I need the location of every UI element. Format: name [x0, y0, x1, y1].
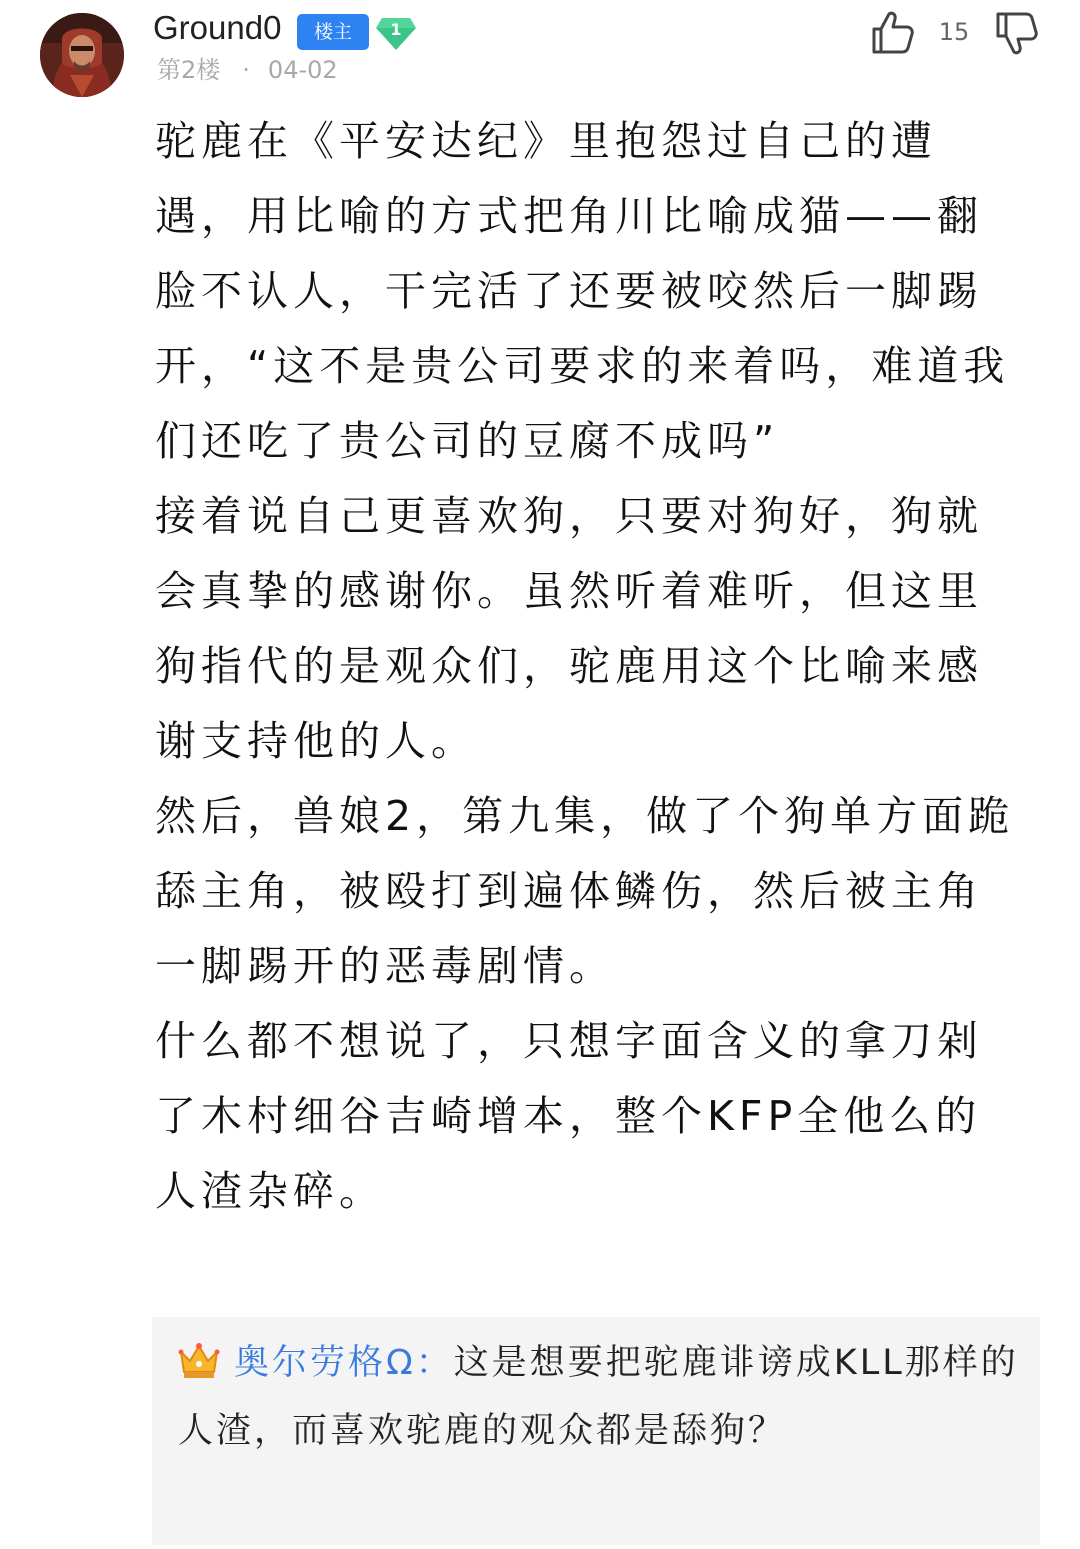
post-paragraph: 然后，兽娘2，第九集，做了个狗单方面跪舔主角，被殴打到遍体鳞伤，然后被主角一脚踢开的恶毒剧情。: [155, 792, 1015, 990]
meta-separator: ·: [242, 56, 250, 84]
reply-box[interactable]: [152, 1317, 1040, 1545]
post-date: 04-02: [267, 56, 338, 84]
avatar[interactable]: [40, 13, 124, 97]
post-content: [155, 104, 1027, 1229]
thumbs-down-icon: [992, 8, 1040, 58]
dislike-button[interactable]: [992, 8, 1040, 58]
avatar-portrait-icon: [40, 13, 124, 97]
username[interactable]: Ground0: [153, 9, 282, 46]
crown-icon: [178, 1342, 220, 1380]
reply-separator: ：: [415, 1343, 454, 1383]
post-paragraph: 驼鹿在《平安达纪》里抱怨过自己的遭遇，用比喻的方式把角川比喻成猫——翻脸不认人，干完活了还要被咬然后一脚踢开，“这不是贵公司要求的来着吗，难道我们还吃了贵公司的豆腐不成吗”: [155, 117, 1010, 465]
level-number: 1: [390, 20, 402, 39]
post-paragraph: 接着说自己更喜欢狗，只要对狗好，狗就会真挚的感谢你。虽然听着难听，但这里狗指代的是观众们，驼鹿用这个比喻来感谢支持他的人。: [155, 492, 983, 765]
floor-number: 第2楼: [157, 56, 221, 84]
post-meta: [157, 55, 338, 85]
level-badge: [375, 12, 417, 52]
reply-text: 这是想要把驼鹿诽谤成KLL那样的人渣，而喜欢驼鹿的观众都是舔狗？: [178, 1343, 1019, 1451]
reply-author[interactable]: 奥尔劳格Ω: [234, 1343, 416, 1383]
thumbs-up-icon: [868, 8, 916, 56]
reply-content: [178, 1329, 1028, 1465]
op-badge: 楼主: [297, 14, 369, 50]
post-paragraph: 什么都不想说了，只想字面含义的拿刀剁了木村细谷吉崎增本，整个KFP全他么的人渣杂碎。: [155, 1017, 983, 1215]
like-button[interactable]: [868, 8, 916, 56]
like-count: 15: [938, 18, 970, 46]
